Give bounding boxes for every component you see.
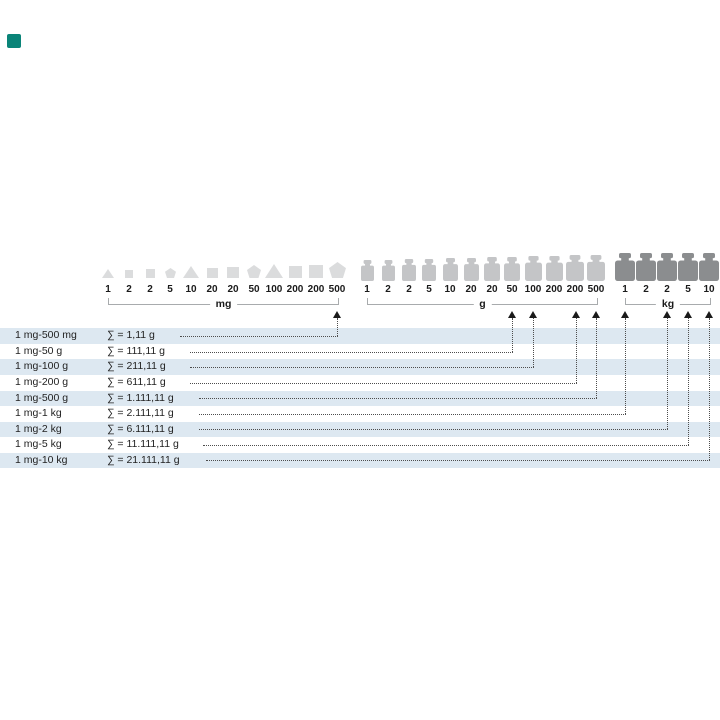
connector-line bbox=[190, 367, 534, 368]
mg-weight-triangle-icon bbox=[102, 269, 114, 278]
connector-line bbox=[206, 460, 710, 461]
kg-unit-label: kg bbox=[656, 299, 680, 310]
kg-weight-icon bbox=[657, 253, 677, 281]
connector-line bbox=[596, 318, 597, 398]
mg-weight-square-icon bbox=[207, 268, 218, 278]
g-value-label: 1 bbox=[364, 284, 370, 295]
connector-line bbox=[199, 429, 668, 430]
kg-value-label: 10 bbox=[703, 284, 715, 295]
g-weight-icon bbox=[525, 256, 542, 281]
row-sum-value: ∑ = 21.111,11 g bbox=[107, 453, 180, 466]
kg-weight-icon bbox=[615, 253, 635, 281]
g-value-label: 100 bbox=[524, 284, 542, 295]
mg-value-label: 5 bbox=[167, 284, 173, 295]
g-weight-icon bbox=[566, 255, 584, 281]
mg-value-label: 500 bbox=[328, 284, 346, 295]
mg-value-label: 20 bbox=[227, 284, 239, 295]
connector-line bbox=[533, 318, 534, 367]
row-range-label: 1 mg-10 kg bbox=[15, 453, 68, 466]
mg-unit-label: mg bbox=[210, 299, 238, 310]
g-unit-bracket bbox=[367, 298, 598, 310]
g-value-label: 10 bbox=[444, 284, 456, 295]
row-sum-value: ∑ = 211,11 g bbox=[107, 360, 166, 373]
mg-value-label: 50 bbox=[248, 284, 260, 295]
connector-line bbox=[709, 318, 710, 460]
mg-weight-triangle-icon bbox=[265, 264, 283, 278]
row-sum-value: ∑ = 1.111,11 g bbox=[107, 391, 174, 404]
row-sum-value: ∑ = 11.111,11 g bbox=[107, 438, 179, 451]
g-value-label: 50 bbox=[506, 284, 518, 295]
mg-value-label: 10 bbox=[185, 284, 197, 295]
g-weight-icon bbox=[443, 258, 458, 281]
arrow-up-icon bbox=[572, 311, 580, 318]
mg-value-label: 1 bbox=[105, 284, 111, 295]
mg-weight-square-icon bbox=[125, 270, 133, 278]
connector-line bbox=[199, 414, 626, 415]
connector-line bbox=[190, 383, 577, 384]
arrow-up-icon bbox=[508, 311, 516, 318]
g-unit-label: g bbox=[473, 299, 491, 310]
row-range-label: 1 mg-100 g bbox=[15, 360, 69, 373]
row-sum-value: ∑ = 2.111,11 g bbox=[107, 407, 174, 420]
kg-weight-icon bbox=[699, 253, 719, 281]
kg-weight-icon bbox=[636, 253, 656, 281]
g-weight-icon bbox=[464, 258, 479, 281]
brand-mark bbox=[7, 34, 21, 48]
arrow-up-icon bbox=[705, 311, 713, 318]
kg-value-label: 1 bbox=[622, 284, 628, 295]
row-range-label: 1 mg-5 kg bbox=[15, 438, 62, 451]
row-sum-value: ∑ = 111,11 g bbox=[107, 344, 165, 357]
arrow-up-icon bbox=[592, 311, 600, 318]
mg-weight-triangle-icon bbox=[183, 266, 199, 278]
arrow-up-icon bbox=[684, 311, 692, 318]
mg-weight-square-icon bbox=[289, 266, 302, 278]
g-weight-icon bbox=[587, 255, 605, 281]
arrow-up-icon bbox=[529, 311, 537, 318]
g-value-label: 500 bbox=[587, 284, 605, 295]
mg-value-label: 200 bbox=[307, 284, 325, 295]
row-range-label: 1 mg-1 kg bbox=[15, 407, 62, 420]
g-value-label: 200 bbox=[545, 284, 563, 295]
connector-line bbox=[576, 318, 577, 383]
kg-unit-bracket bbox=[625, 298, 711, 310]
g-weight-icon bbox=[382, 260, 395, 281]
connector-line bbox=[667, 318, 668, 429]
arrow-up-icon bbox=[333, 311, 341, 318]
g-value-label: 5 bbox=[426, 284, 432, 295]
row-sum-value: ∑ = 611,11 g bbox=[107, 376, 166, 388]
mg-weight-pentagon-icon bbox=[329, 262, 346, 278]
g-value-label: 2 bbox=[385, 284, 391, 295]
g-value-label: 200 bbox=[566, 284, 584, 295]
g-weight-icon bbox=[402, 259, 416, 281]
mg-weight-square-icon bbox=[309, 265, 323, 278]
mg-unit-bracket bbox=[108, 298, 339, 310]
row-sum-value: ∑ = 1,11 g bbox=[107, 329, 155, 342]
connector-line bbox=[190, 352, 513, 353]
row-range-label: 1 mg-200 g bbox=[15, 376, 69, 388]
mg-weight-pentagon-icon bbox=[247, 265, 261, 278]
connector-line bbox=[203, 445, 689, 446]
kg-value-label: 5 bbox=[685, 284, 691, 295]
table-row bbox=[0, 328, 720, 344]
g-weight-icon bbox=[546, 256, 563, 281]
connector-line bbox=[180, 336, 338, 337]
connector-line bbox=[512, 318, 513, 352]
g-value-label: 2 bbox=[406, 284, 412, 295]
mg-value-label: 2 bbox=[147, 284, 153, 295]
kg-value-label: 2 bbox=[643, 284, 649, 295]
row-range-label: 1 mg-2 kg bbox=[15, 422, 62, 435]
g-weight-icon bbox=[422, 259, 436, 281]
connector-line bbox=[337, 318, 338, 336]
mg-value-label: 20 bbox=[206, 284, 218, 295]
arrow-up-icon bbox=[621, 311, 629, 318]
arrow-up-icon bbox=[663, 311, 671, 318]
g-weight-icon bbox=[361, 260, 374, 281]
connector-line bbox=[199, 398, 597, 399]
g-value-label: 20 bbox=[465, 284, 477, 295]
mg-value-label: 2 bbox=[126, 284, 132, 295]
mg-value-label: 200 bbox=[286, 284, 304, 295]
mg-value-label: 100 bbox=[265, 284, 283, 295]
kg-weight-icon bbox=[678, 253, 698, 281]
g-weight-icon bbox=[484, 257, 500, 281]
connector-line bbox=[688, 318, 689, 445]
row-range-label: 1 mg-50 g bbox=[15, 344, 63, 357]
row-sum-value: ∑ = 6.111,11 g bbox=[107, 422, 174, 435]
g-weight-icon bbox=[504, 257, 520, 281]
mg-weight-square-icon bbox=[146, 269, 155, 278]
row-range-label: 1 mg-500 mg bbox=[15, 329, 77, 342]
g-value-label: 20 bbox=[486, 284, 498, 295]
mg-weight-square-icon bbox=[227, 267, 239, 278]
connector-line bbox=[625, 318, 626, 414]
row-range-label: 1 mg-500 g bbox=[15, 391, 69, 404]
mg-weight-pentagon-icon bbox=[165, 268, 176, 278]
kg-value-label: 2 bbox=[664, 284, 670, 295]
